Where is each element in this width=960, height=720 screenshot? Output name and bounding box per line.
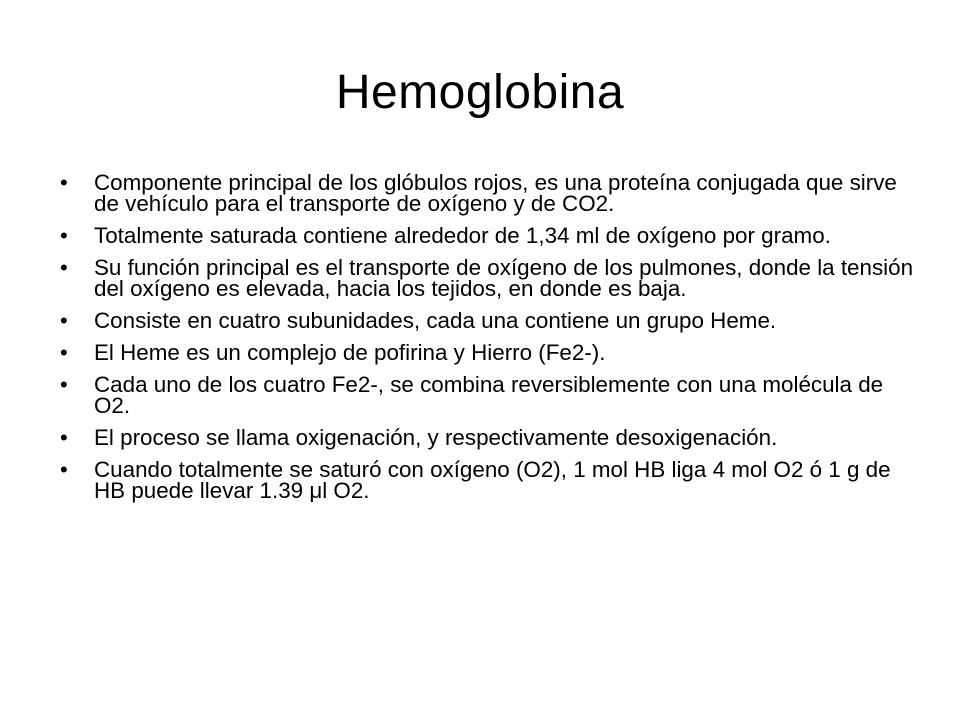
bullet-item <box>60 374 920 416</box>
bullet-item <box>60 427 920 448</box>
bullet-icon: • <box>60 308 68 333</box>
bullet-text: Cuando totalmente se saturó con oxígeno (O2), 1 mol HB liga 4 mol O2 ó 1 g de HB puede llevar 1.39 μl O2. <box>94 457 891 503</box>
bullet-icon: • <box>60 372 68 397</box>
bullet-icon: • <box>60 340 68 365</box>
bullet-icon: • <box>60 255 68 280</box>
bullet-text: Componente principal de los glóbulos rojos, es una proteína conjugada que sirve de vehículo para el transporte de oxígeno y de CO2. <box>94 170 897 216</box>
bullet-item <box>60 342 920 363</box>
bullet-item <box>60 257 920 299</box>
bullet-item <box>60 310 920 331</box>
slide-title: Hemoglobina <box>335 66 625 119</box>
bullet-text: Consiste en cuatro subunidades, cada una contiene un grupo Heme. <box>94 308 777 333</box>
bullet-icon: • <box>60 425 68 450</box>
bullet-item <box>60 225 920 246</box>
bullet-text: El Heme es un complejo de pofirina y Hierro (Fe2-). <box>94 340 606 365</box>
bullet-list <box>60 172 920 512</box>
bullet-icon: • <box>60 223 68 248</box>
bullet-text: Su función principal es el transporte de oxígeno de los pulmones, donde la tensión del oxígeno es elevada, hacia los tejidos, en donde es baja. <box>94 255 914 301</box>
bullet-text: Cada uno de los cuatro Fe2-, se combina reversiblemente con una molécula de O2. <box>94 372 884 418</box>
bullet-text: El proceso se llama oxigenación, y respectivamente desoxigenación. <box>94 425 778 450</box>
bullet-icon: • <box>60 170 68 195</box>
bullet-text: Totalmente saturada contiene alrededor de 1,34 ml de oxígeno por gramo. <box>94 223 831 248</box>
bullet-item <box>60 459 920 501</box>
bullet-icon: • <box>60 457 68 482</box>
bullet-item <box>60 172 920 214</box>
